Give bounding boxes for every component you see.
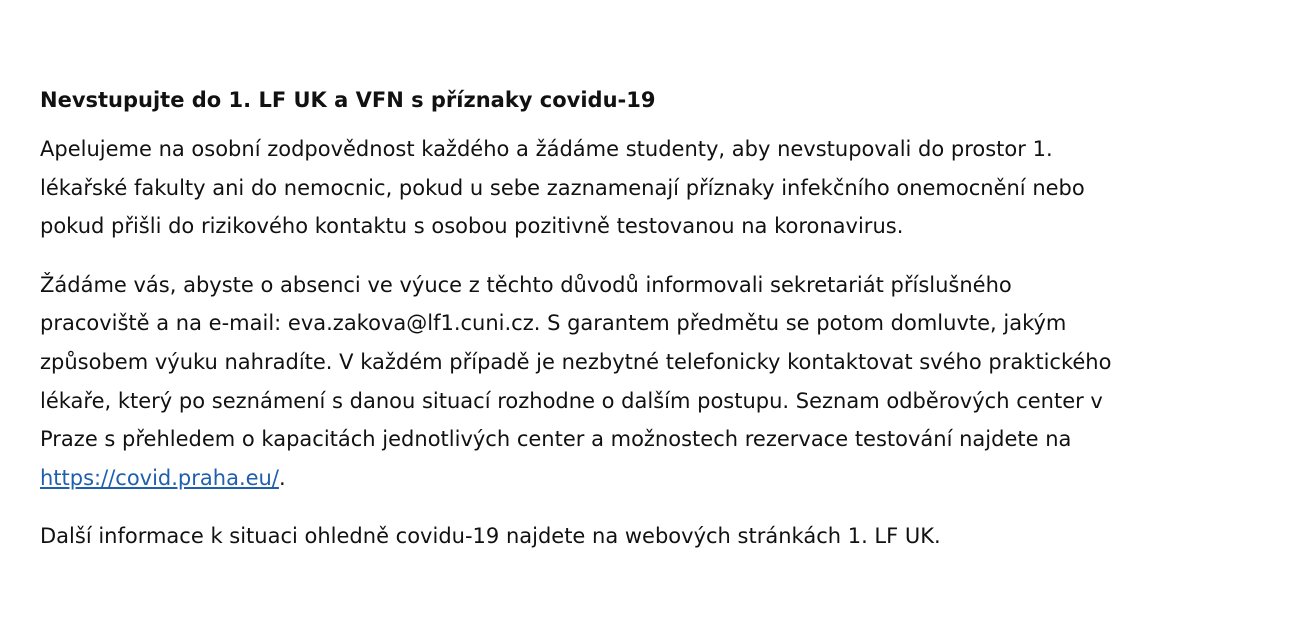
paragraph-line: Žádáme vás, abyste o absenci ve výuce z těchto důvodů informovali sekretariát příslušného — [40, 272, 1012, 297]
paragraph-line-with-link — [40, 459, 1275, 498]
document-body — [40, 84, 1275, 576]
paragraph-line: lékařské fakulty ani do nemocnic, pokud u sebe zaznamenají příznaky infekčního onemocnění nebo — [40, 175, 1085, 200]
document-title: Nevstupujte do 1. LF UK a VFN s příznaky covidu-19 — [40, 88, 656, 112]
paragraph-line: pokud přišli do rizikového kontaktu s osobou pozitivně testovanou na koronavirus. — [40, 214, 904, 239]
paragraph-line: Praze s přehledem o kapacitách jednotlivých center a možnostech rezervace testování najdete na — [40, 427, 1072, 452]
paragraph-line: Apelujeme na osobní zodpovědnost každého a žádáme studenty, aby nevstupovali do prostor 1. — [40, 137, 1053, 161]
covid-praha-link[interactable]: https://covid.praha.eu/ — [40, 465, 279, 490]
paragraph-line: pracoviště a na e-mail: eva.zakova@lf1.cuni.cz. S garantem předmětu se potom domluvte, jakým — [40, 311, 1067, 336]
paragraph-line: lékaře, který po seznámení s danou situací rozhodne o dalším postupu. Seznam odběrových center v — [40, 388, 1103, 413]
paragraph-absence-info — [40, 266, 1275, 498]
paragraph-appeal — [40, 130, 1275, 246]
link-trailing-punctuation: . — [278, 465, 286, 490]
paragraph-line: způsobem výuku nahradíte. V každém případě je nezbytné telefonicky kontaktovat svého praktického — [40, 349, 1112, 374]
paragraph-more-info — [40, 517, 1275, 556]
paragraph-line: Další informace k situaci ohledně covidu-19 najdete na webových stránkách 1. LF UK. — [40, 524, 941, 549]
